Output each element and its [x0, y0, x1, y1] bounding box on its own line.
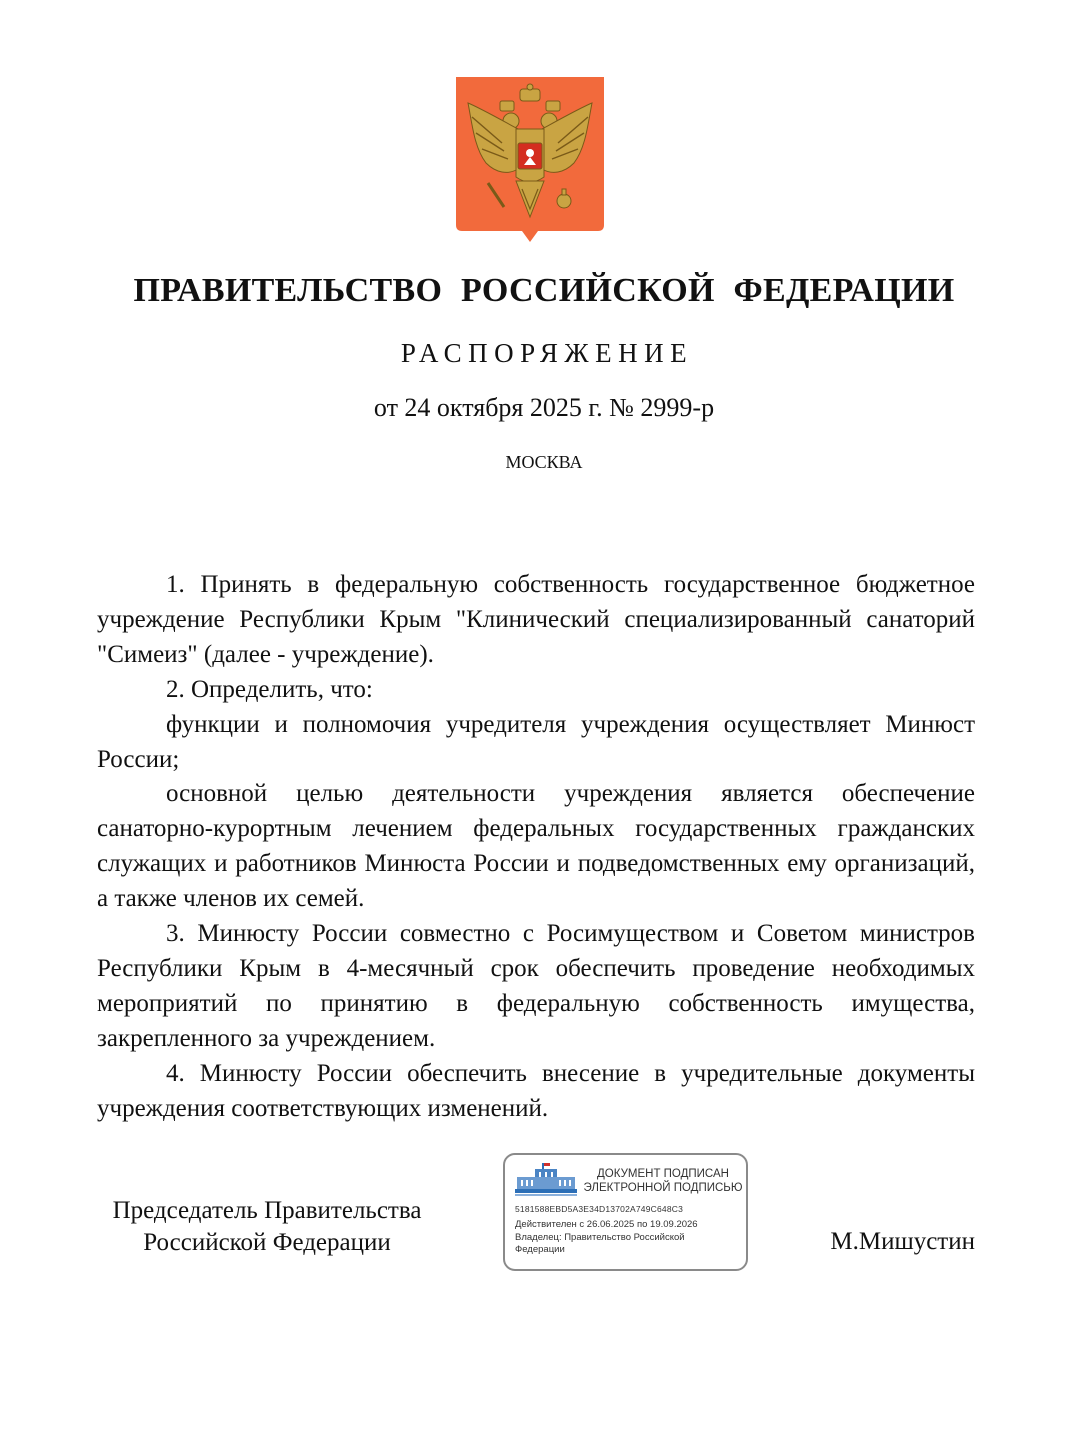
certificate-owner: Владелец: Правительство Российской Федерации	[515, 1232, 685, 1255]
electronic-signature-stamp	[503, 1153, 748, 1271]
signer-position-line-2: Российской Федерации	[143, 1229, 391, 1256]
signer-name: М.Мишустин	[830, 1228, 975, 1255]
signer-position-line-1: Председатель Правительства	[112, 1197, 422, 1224]
stamp-heading-line-2: ЭЛЕКТРОННОЙ ПОДПИСЬЮ	[583, 1182, 743, 1194]
paragraph-2: 2. Определить, что:	[166, 675, 373, 703]
document-city: МОСКВА	[505, 452, 583, 472]
signer-position	[62, 1195, 472, 1259]
paragraph-4: 4. Минюсту России обеспечить внесение в учредительные документы учреждения соответствующих изменений.	[97, 1059, 975, 1122]
paragraph-1: 1. Принять в федеральную собственность государственное бюджетное учреждение Республики Крым "Клинический специализированный санаторий "Симеиз" (далее - учреждение).	[97, 571, 975, 668]
certificate-validity: Действителен с 26.06.2025 по 19.09.2026	[515, 1219, 698, 1230]
paragraph-2-item-1: функции и полномочия учредителя учреждения осуществляет Минюст России;	[97, 710, 975, 773]
stamp-heading	[583, 1167, 743, 1195]
coat-of-arms-icon	[456, 77, 604, 242]
document-type: РАСПОРЯЖЕНИЕ	[400, 338, 694, 368]
document-date-number: от 24 октября 2025 г. № 2999-р	[373, 393, 715, 422]
document-body	[97, 568, 975, 1127]
government-building-icon	[515, 1163, 577, 1197]
certificate-serial: 5181588EBD5A3E34D13702A749C648C3	[515, 1204, 684, 1214]
paragraph-2-item-2: основной целью деятельности учреждения является обеспечение санаторно-курортным лечением федеральных государственных гражданских служащих и работников Минюста России и подведомственных ему организаций, а также членов их семей.	[97, 780, 975, 913]
paragraph-3: 3. Минюсту России совместно с Росимуществом и Советом министров Республики Крым в 4-месячный срок обеспечить проведение необходимых мероприятий по принятию в федеральную собственность имущества, закрепленного за учреждением.	[97, 920, 975, 1052]
stamp-heading-line-1: ДОКУМЕНТ ПОДПИСАН	[597, 1168, 729, 1180]
government-title: ПРАВИТЕЛЬСТВО РОССИЙСКОЙ ФЕДЕРАЦИИ	[133, 272, 955, 309]
